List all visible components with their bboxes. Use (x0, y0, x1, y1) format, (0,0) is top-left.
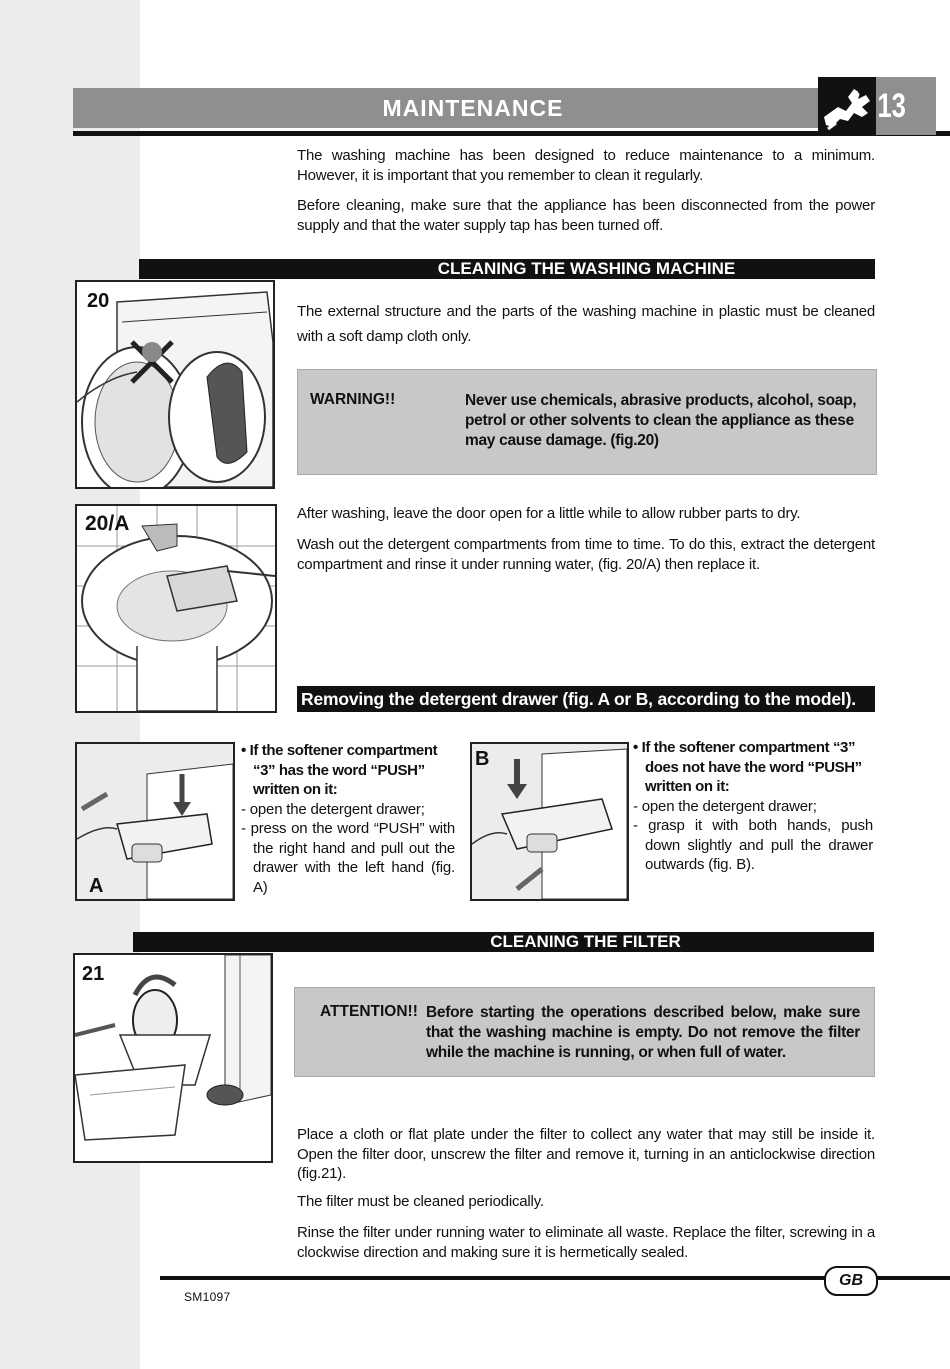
drawer-b-step: - open the detergent drawer; (633, 797, 817, 815)
drawer-a-steps (241, 800, 455, 898)
filter-paragraph-2: The filter must be cleaned periodically. (297, 1193, 544, 1210)
page-number: 13 (877, 87, 906, 125)
attention-text: Before starting the operations described below, make sure that the washing machine is empty. Do not remove the filter while the machine is running, or when full of water. (426, 1004, 860, 1061)
figure-a-label: A (89, 875, 104, 897)
sink-drawer-illustration (77, 506, 275, 711)
document-code: SM1097 (184, 1290, 231, 1304)
drawer-instructions-a (241, 741, 455, 897)
attention-label: ATTENTION!! (320, 1003, 418, 1020)
maintenance-badge (818, 77, 876, 135)
drawer-b-steps (633, 797, 873, 875)
intro-paragraph-1: The washing machine has been designed to reduce maintenance to a minimum. However, it is important that you remember to clean it regularly. (297, 147, 875, 184)
figure-20 (75, 280, 275, 489)
figure-b (470, 742, 629, 901)
drawer-a-step: - open the detergent drawer; (241, 800, 425, 818)
section-heading-cleaning-filter (133, 932, 874, 952)
filter-paragraph-3: Rinse the filter under running water to eliminate all waste. Replace the filter, screwing in a clockwise direction and making sure it is hermetically sealed. (297, 1224, 875, 1261)
cleaning-paragraph-2: After washing, leave the door open for a little while to allow rubber parts to dry. (297, 505, 801, 522)
drawer-a-step-text: press on the word “PUSH” with the right hand and pull out the drawer with the left hand (fig. A) (250, 820, 456, 896)
warning-text: Never use chemicals, abrasive products, alcohol, soap, petrol or other solvents to clean the appliance as these may cause damage. (fig.20) (465, 392, 857, 449)
intro-paragraph-2: Before cleaning, make sure that the appliance has been disconnected from the power supply and that the water supply tap has been turned off. (297, 197, 875, 234)
drawer-a-step-text: open the detergent drawer; (249, 800, 425, 818)
cleaning-paragraph-1: The external structure and the parts of the washing machine in plastic must be cleaned with a soft damp cloth only. (297, 303, 875, 345)
wrench-hand-icon (818, 77, 876, 135)
figure-20a (75, 504, 277, 713)
drawer-instructions-b (633, 738, 873, 875)
figure-20a-label: 20/A (85, 512, 130, 535)
language-badge: GB (824, 1266, 878, 1296)
drawer-a-title-text: If the softener compartment “3” has the word “PUSH” written on it: (249, 742, 438, 798)
drawer-b-title: • If the softener compartment “3” does not have the word “PUSH” written on it: (633, 739, 862, 795)
warning-box (297, 369, 877, 475)
drawer-pull-illustration (472, 744, 627, 899)
drawer-b-step-text: open the detergent drawer; (641, 797, 817, 815)
section-heading-cleaning-machine (139, 259, 875, 279)
page-title: MAINTENANCE (382, 95, 564, 121)
section-heading-text: CLEANING THE WASHING MACHINE (437, 259, 736, 278)
drawer-b-step: - grasp it with both hands, push down slightly and pull the drawer outwards (fig. B). (633, 817, 874, 873)
figure-21-label: 21 (82, 963, 105, 985)
drawer-a-title: • If the softener compartment “3” has the word “PUSH” written on it: (241, 742, 438, 798)
drawer-a-step: - press on the word “PUSH” with the right hand and pull out the drawer with the left hand (fig. A) (241, 820, 456, 896)
figure-a (75, 742, 235, 901)
attention-box (294, 987, 875, 1077)
section-heading-filter-text: CLEANING THE FILTER (490, 932, 681, 951)
drawer-heading: Removing the detergent drawer (fig. A or B, according to the model). (297, 686, 875, 712)
figure-b-label: B (475, 748, 490, 770)
filter-paragraph-1: Place a cloth or flat plate under the filter to collect any water that may still be inside it. Open the filter door, unscrew the filter and remove it, turning in an anticlockwise direction (fig.21). (297, 1126, 875, 1182)
cleaning-paragraph-3: Wash out the detergent compartments from time to time. To do this, extract the detergent compartment and rinse it under running water, (fig. 20/A) then replace it. (297, 536, 875, 573)
drawer-b-step-text: grasp it with both hands, push down slightly and pull the drawer outwards (fig. B). (645, 817, 874, 873)
warning-label: WARNING!! (310, 391, 396, 408)
figure-21 (73, 953, 273, 1163)
figure-20-label: 20 (87, 290, 110, 312)
filter-removal-illustration (75, 955, 271, 1161)
drawer-b-title-text: If the softener compartment “3” does not have the word “PUSH” written on it: (641, 739, 862, 795)
